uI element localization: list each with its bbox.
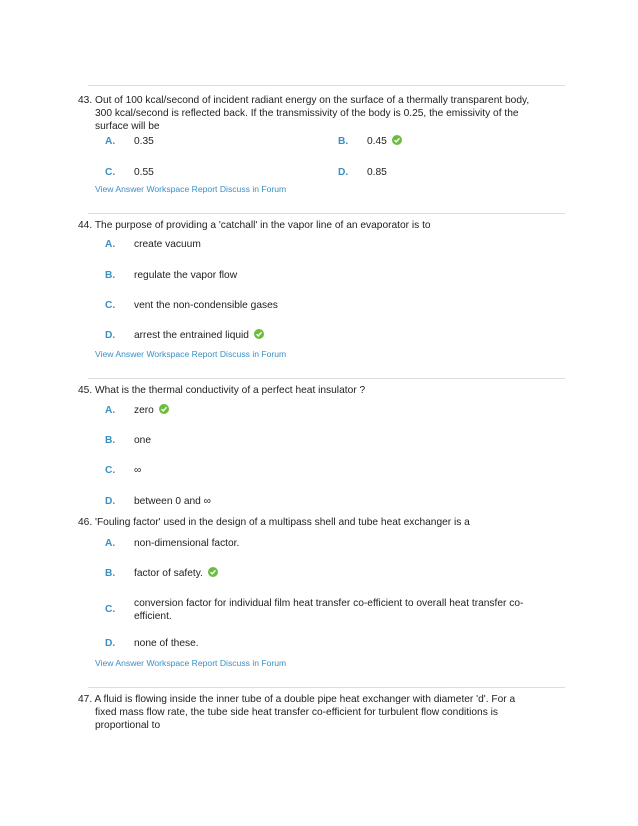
question-text: What is the thermal conductivity of a perfect heat insulator ? — [95, 385, 366, 396]
option-letter: B. — [105, 435, 116, 446]
question-number: 46. — [78, 517, 93, 528]
option-value: 0.55 — [134, 167, 154, 178]
option-letter: B. — [105, 568, 116, 579]
option-letter: D. — [105, 638, 116, 649]
option-letter: A. — [105, 136, 116, 147]
question-text-line: fixed mass flow rate, the tube side heat transfer co-efficient for turbulent flow conditions is — [95, 707, 498, 718]
question-text-line: surface will be — [95, 121, 160, 132]
view-answer-link[interactable]: View Answer — [95, 349, 145, 359]
question-text-line: 300 kcal/second is reflected back. If the transmissivity of the body is 0.25, the emissivity of the — [95, 108, 519, 119]
question-text: 'Fouling factor' used in the design of a multipass shell and tube heat exchanger is a — [95, 517, 470, 528]
option-letter: B. — [338, 136, 349, 147]
option-value: zero — [134, 405, 154, 416]
workspace-link[interactable]: Workspace — [146, 184, 190, 194]
divider — [88, 213, 565, 214]
check-icon — [392, 135, 402, 145]
divider — [88, 378, 565, 379]
option-letter: C. — [105, 167, 116, 178]
option-letter: A. — [105, 405, 116, 416]
option-letter: A. — [105, 239, 116, 250]
report-link[interactable]: Report — [191, 658, 218, 668]
question-47 — [78, 693, 568, 732]
answer-links — [95, 349, 286, 359]
option-value: conversion factor for individual film heat transfer co-efficient to overall heat transfer co-efficient. — [134, 598, 524, 622]
view-answer-link[interactable]: View Answer — [95, 658, 145, 668]
question-46 — [78, 516, 568, 529]
workspace-link[interactable]: Workspace — [146, 658, 190, 668]
option-value: between 0 and ∞ — [134, 496, 211, 507]
discuss-link[interactable]: Discuss in Forum — [219, 349, 287, 359]
view-answer-link[interactable]: View Answer — [95, 184, 145, 194]
question-number: 43. — [78, 95, 93, 106]
option-value: non-dimensional factor. — [134, 538, 240, 549]
option-letter: C. — [105, 604, 116, 615]
option-value: create vacuum — [134, 239, 201, 250]
question-45 — [78, 384, 568, 397]
option-value: one — [134, 435, 151, 446]
check-icon — [208, 567, 218, 577]
option-letter: D. — [338, 167, 349, 178]
option-letter: D. — [105, 330, 116, 341]
discuss-link[interactable]: Discuss in Forum — [219, 658, 287, 668]
option-value: regulate the vapor flow — [134, 270, 238, 281]
answer-links — [95, 184, 286, 194]
question-text: Out of 100 kcal/second of incident radiant energy on the surface of a thermally transparent body, — [95, 95, 530, 106]
option-value: arrest the entrained liquid — [134, 330, 249, 341]
option-value: none of these. — [134, 638, 199, 649]
option-value: 0.85 — [367, 167, 387, 178]
option-value: vent the non-condensible gases — [134, 300, 278, 311]
question-number: 44. — [78, 220, 93, 231]
answer-links — [95, 658, 286, 668]
option-letter: C. — [105, 300, 116, 311]
option-value: ∞ — [134, 465, 142, 476]
divider — [88, 85, 565, 86]
question-text: The purpose of providing a 'catchall' in the vapor line of an evaporator is to — [94, 220, 431, 231]
option-value: 0.35 — [134, 136, 154, 147]
check-icon — [159, 404, 169, 414]
workspace-link[interactable]: Workspace — [146, 349, 190, 359]
question-43 — [78, 94, 568, 133]
question-number: 45. — [78, 385, 93, 396]
divider — [88, 687, 565, 688]
option-value: 0.45 — [367, 136, 387, 147]
check-icon — [254, 329, 264, 339]
question-number: 47. — [78, 694, 93, 705]
report-link[interactable]: Report — [191, 184, 218, 194]
option-letter: B. — [105, 270, 116, 281]
option-letter: C. — [105, 465, 116, 476]
option-value: factor of safety. — [134, 568, 203, 579]
discuss-link[interactable]: Discuss in Forum — [219, 184, 287, 194]
report-link[interactable]: Report — [191, 349, 218, 359]
question-44 — [78, 219, 568, 232]
option-c[interactable] — [105, 597, 545, 623]
option-letter: A. — [105, 538, 116, 549]
question-text: A fluid is flowing inside the inner tube of a double pipe heat exchanger with diameter 'd'. For a — [94, 694, 516, 705]
question-text-line: proportional to — [95, 720, 161, 731]
option-letter: D. — [105, 496, 116, 507]
